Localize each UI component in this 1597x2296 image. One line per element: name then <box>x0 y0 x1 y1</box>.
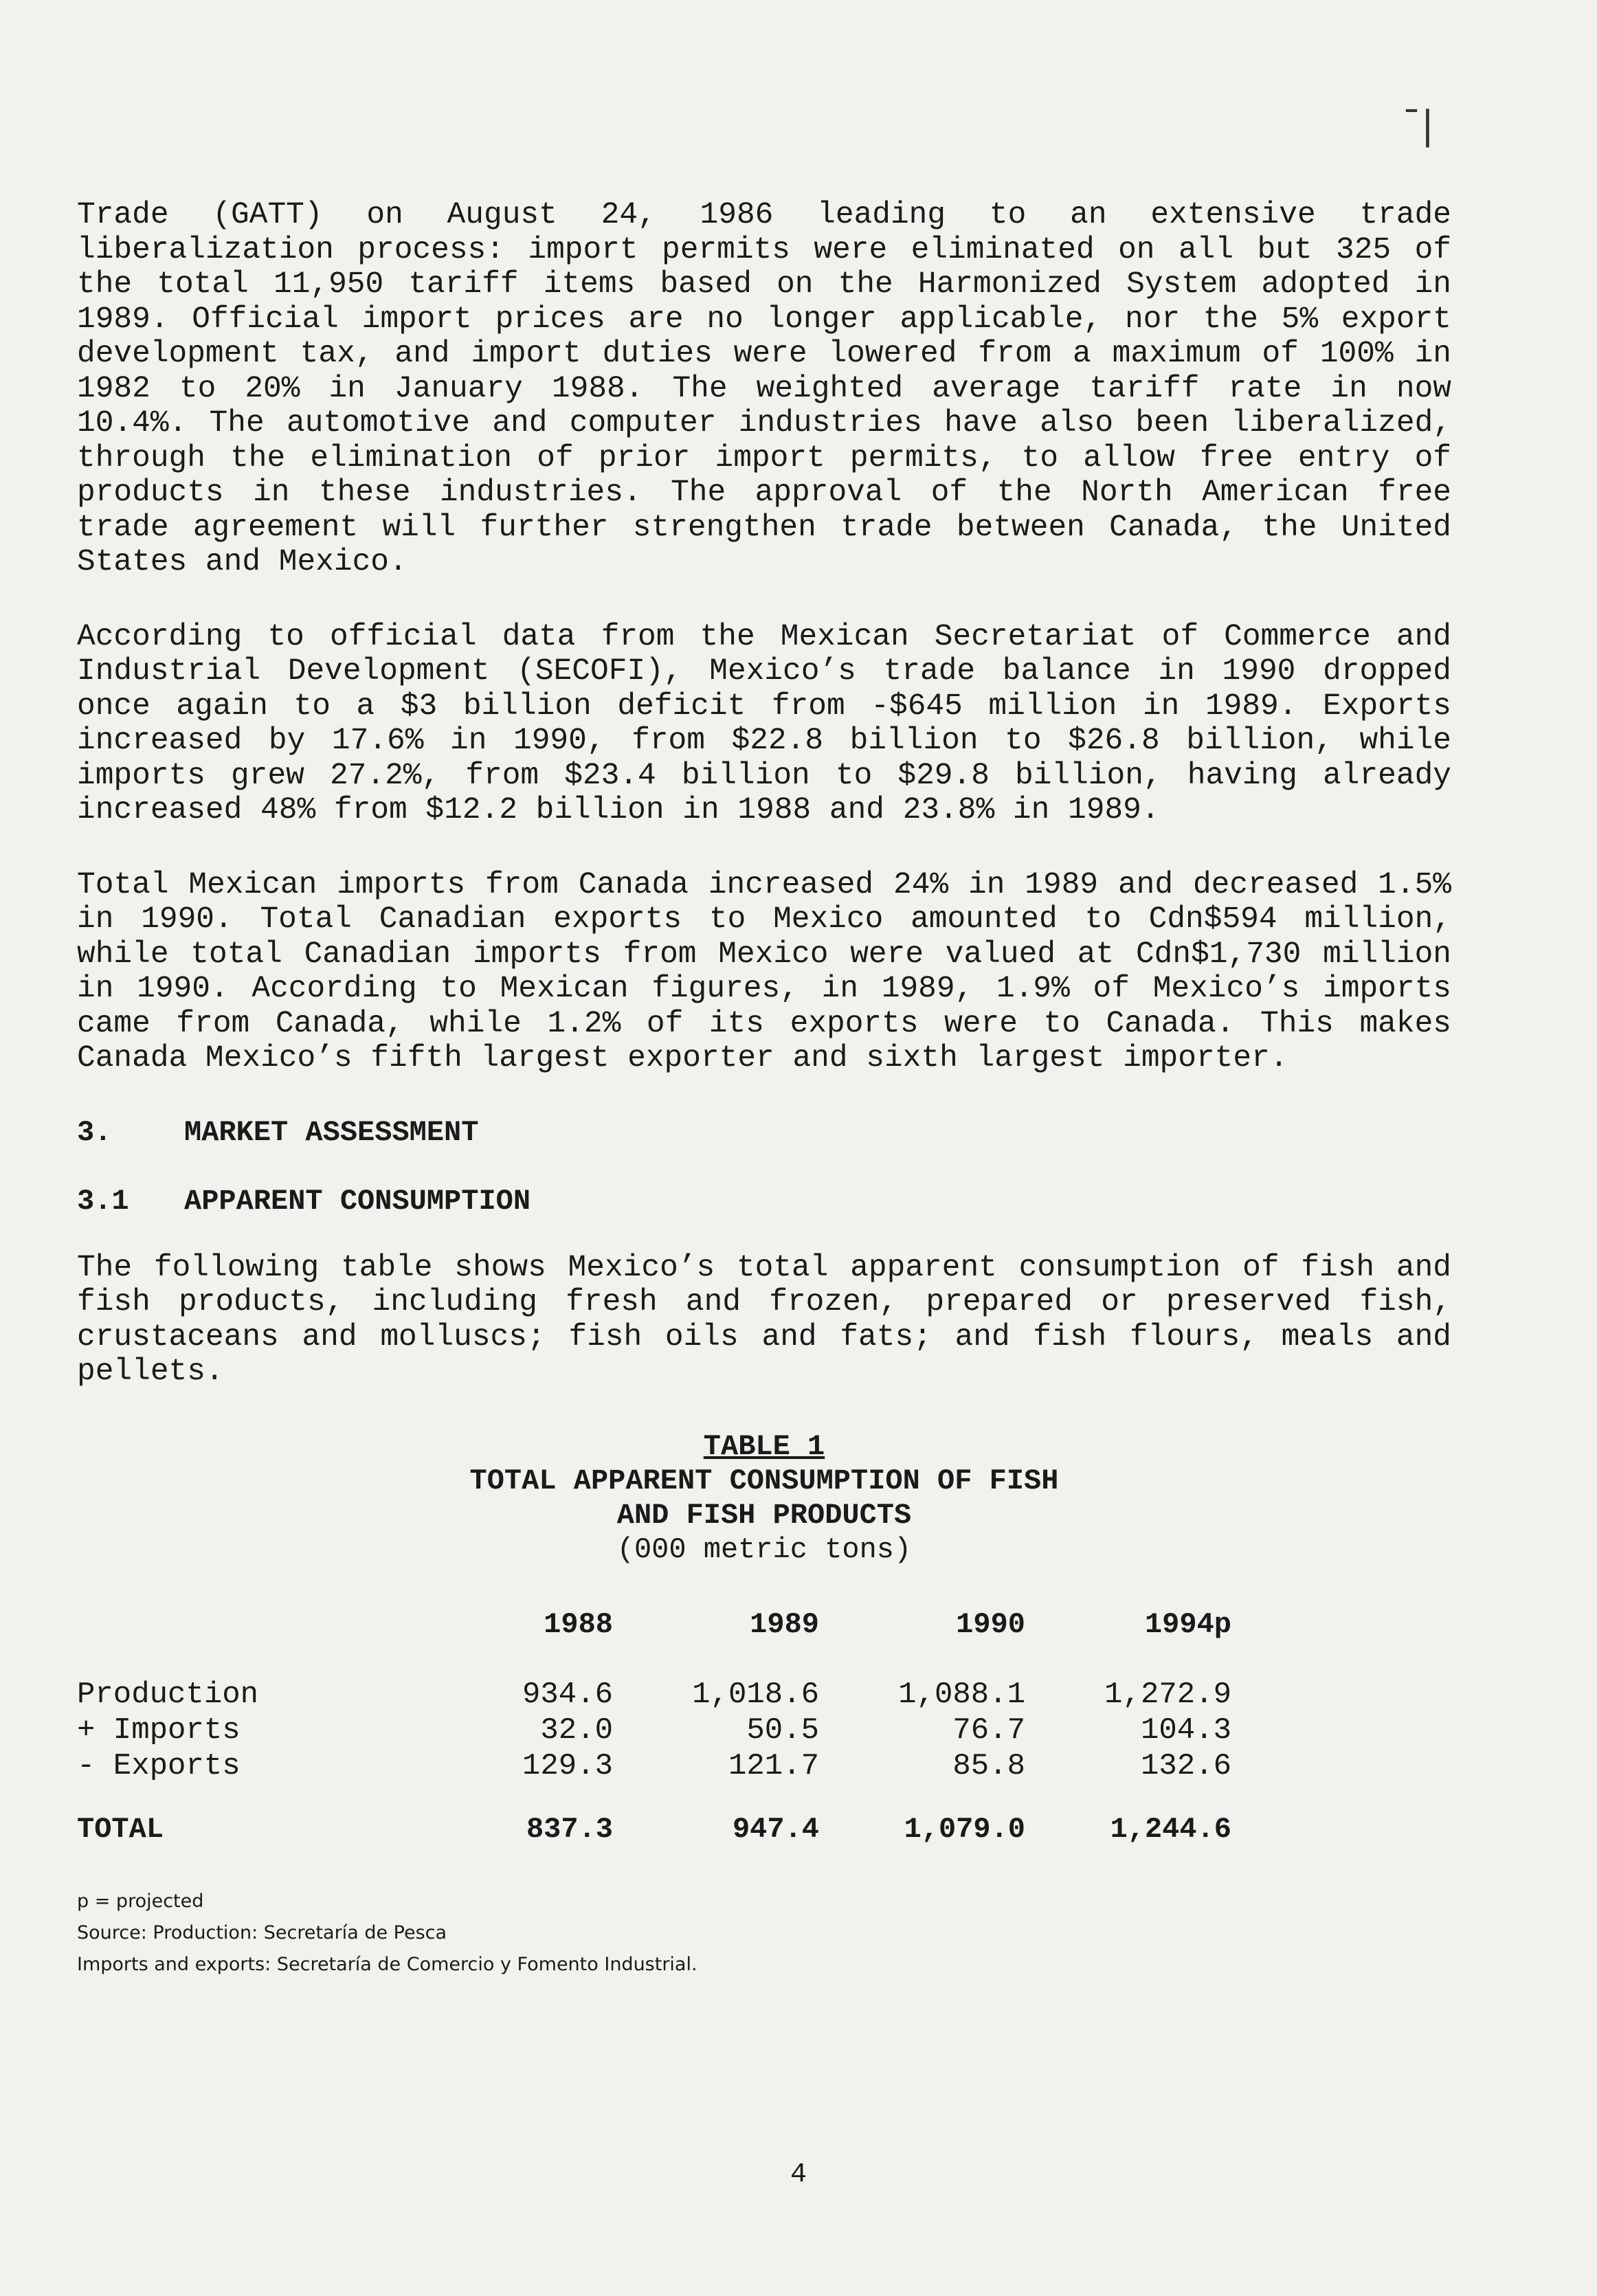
row-label: TOTAL <box>77 1812 164 1846</box>
table-row <box>77 1677 1231 1713</box>
column-header: 1988 <box>544 1607 613 1641</box>
section-title: APPARENT CONSUMPTION <box>184 1184 531 1218</box>
row-label: Production <box>77 1677 259 1712</box>
table-cell: 1,244.6 <box>1110 1812 1231 1846</box>
table-total-row <box>77 1784 1231 1847</box>
table-cell: 1,079.0 <box>904 1812 1025 1846</box>
table-cell: 121.7 <box>728 1748 819 1783</box>
table-title-line1: TOTAL APPARENT CONSUMPTION OF FISH <box>469 1464 1059 1497</box>
paragraph-trade-balance: According to official data from the Mexican Secretariat of Commerce and Industrial Development (SECOFI), Mexico’s trade balance in 1990 dropped once again to a $3 billion deficit from -$645 million in 1989. Exports increased by 17.6% in 1990, from $22.8 billion to $26.8 billion, while imports grew 27.2%, from $23.4 billion to $29.8 billion, having already increased 48% from $12.2 billion in 1988 and 23.8% in 1989. <box>77 619 1451 827</box>
section-heading-3 <box>77 1116 1451 1149</box>
column-header: 1990 <box>956 1607 1025 1641</box>
table-units: (000 metric tons) <box>616 1532 912 1566</box>
paragraph-gatt: Trade (GATT) on August 24, 1986 leading to an extensive trade liberalization process: import permits were eliminated on all but 325 of the total 11,950 tariff items based on the Harmonized System adopted in 1989. Official import prices are no longer applicable, nor the 5% export development tax, and import duties were lowered from a maximum of 100% in 1982 to 20% in January 1988. The weighted average tariff rate in now 10.4%. The automotive and computer industries have also been liberalized, through the elimination of prior import permits, to allow free entry of products in these industries. The approval of the North American free trade agreement will further strengthen trade between Canada, the United States and Mexico. <box>77 198 1451 579</box>
table-cell: 1,018.6 <box>692 1677 819 1712</box>
header-blank <box>77 1608 407 1677</box>
table-cell: 129.3 <box>522 1748 613 1783</box>
consumption-table <box>77 1608 1231 1847</box>
section-number: 3.1 <box>77 1184 129 1218</box>
table-cell: 947.4 <box>732 1812 819 1846</box>
paragraph-intro: The following table shows Mexico’s total apparent consumption of fish and fish products, including fresh and frozen, prepared or preserved fish, crustaceans and molluscs; fish oils and fats; and fish flours, meals and pellets. <box>77 1250 1451 1389</box>
paragraph-canada-trade: Total Mexican imports from Canada increased 24% in 1989 and decreased 1.5% in 1990. Total Canadian exports to Mexico amounted to Cdn$594 million, while total Canadian imports from Mexico were valued at Cdn$1,730 million in 1990. According to Mexican figures, in 1989, 1.9% of Mexico’s imports came from Canada, while 1.2% of its exports were to Canada. This makes Canada Mexico’s fifth largest exporter and sixth largest importer. <box>77 867 1451 1075</box>
column-header: 1989 <box>750 1607 819 1641</box>
table-cell: 104.3 <box>1140 1713 1231 1748</box>
column-header: 1994p <box>1144 1607 1231 1641</box>
table-cell: 76.7 <box>952 1713 1025 1748</box>
table-cell: 32.0 <box>540 1713 613 1748</box>
table-cell: 132.6 <box>1140 1748 1231 1783</box>
section-number: 3. <box>77 1115 112 1149</box>
corner-mark: ˉ| <box>1402 103 1434 148</box>
table-cell: 934.6 <box>522 1677 613 1712</box>
note-source-trade: Imports and exports: Secretaría de Comercio y Fomento Industrial. <box>77 1953 697 1975</box>
note-source-production: Source: Production: Secretaría de Pesca <box>77 1921 447 1943</box>
table-cell: 50.5 <box>746 1713 819 1748</box>
table-row <box>77 1713 1231 1748</box>
section-heading-3-1 <box>77 1185 1451 1218</box>
table-header-row <box>77 1608 1231 1677</box>
table-cell: 837.3 <box>526 1812 613 1846</box>
table-cell: 85.8 <box>952 1748 1025 1783</box>
row-label: + Imports <box>77 1713 241 1748</box>
page-number: 4 <box>790 2159 807 2190</box>
note-projected: p = projected <box>77 1890 204 1912</box>
table-title-line2: AND FISH PRODUCTS <box>616 1498 912 1532</box>
table-cell: 1,088.1 <box>898 1677 1025 1712</box>
table-row <box>77 1748 1231 1784</box>
table-label: TABLE 1 <box>703 1429 825 1463</box>
section-title: MARKET ASSESSMENT <box>184 1115 479 1149</box>
page-content <box>77 198 1451 1981</box>
table-cell: 1,272.9 <box>1104 1677 1231 1712</box>
table-caption <box>77 1429 1451 1567</box>
row-label: - Exports <box>77 1748 241 1783</box>
table-notes <box>77 1886 1451 1981</box>
